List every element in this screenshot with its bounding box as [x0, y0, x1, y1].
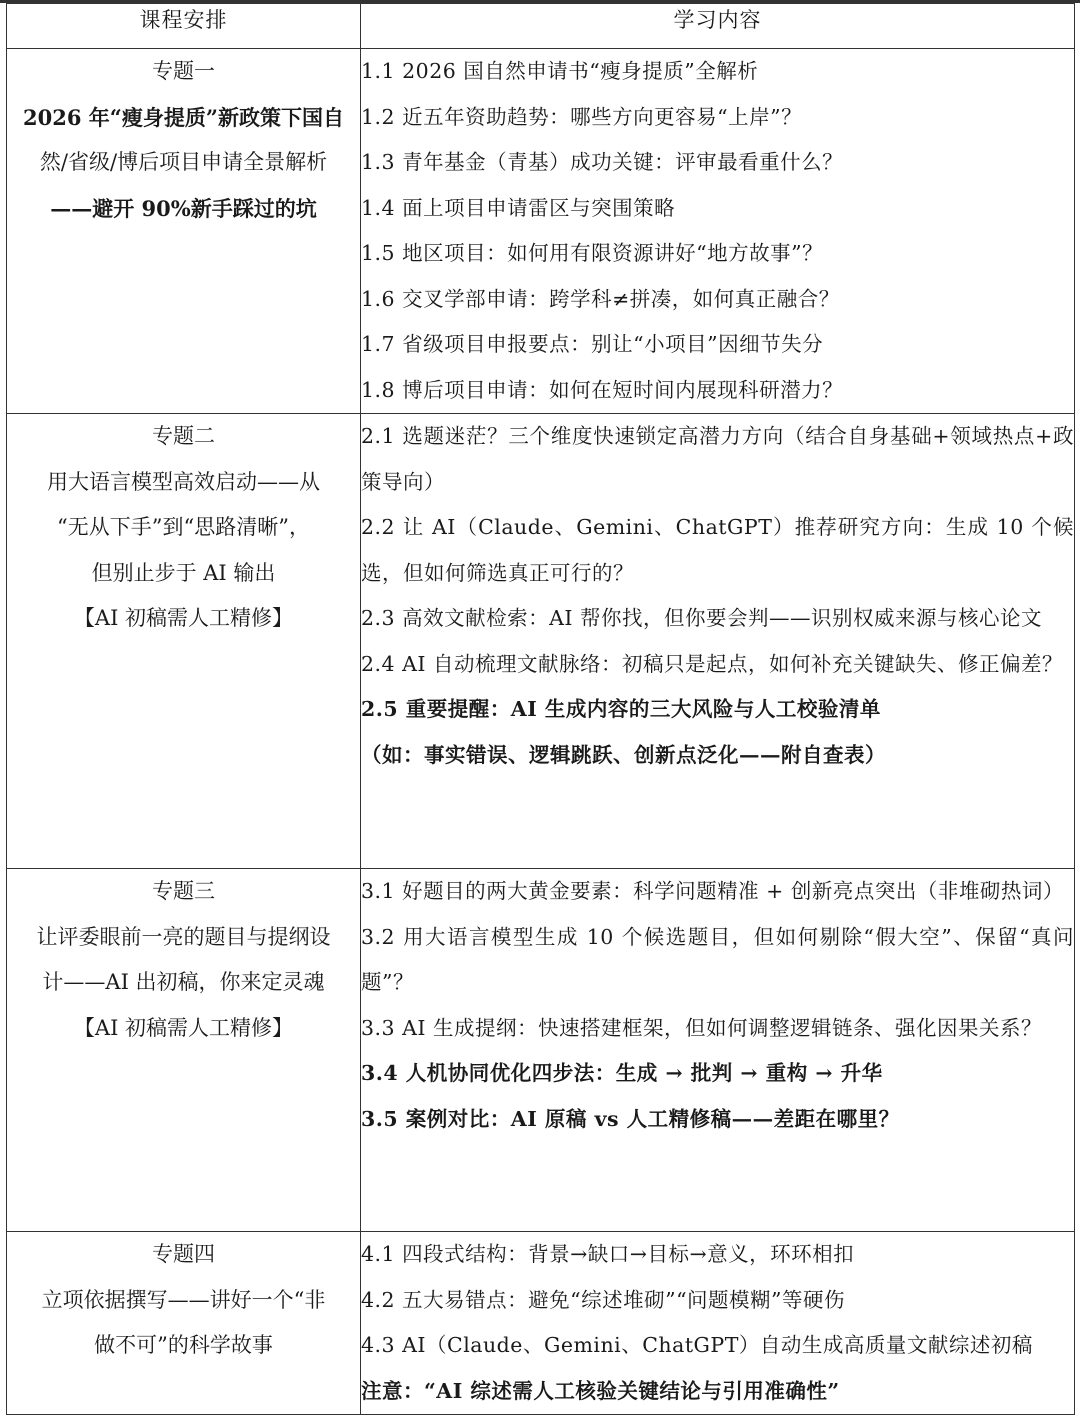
topic-title-line: 然/省级/博后项目申请全景解析 — [39, 150, 328, 174]
table-row — [7, 49, 1075, 414]
table-header-row — [7, 4, 1075, 49]
content-item-highlight: 2.5 重要提醒：AI 生成内容的三大风险与人工校验清单 — [361, 697, 881, 721]
content-cell — [361, 414, 1075, 869]
content-cell — [361, 1232, 1075, 1415]
content-cell — [361, 869, 1075, 1232]
topic-title-line: ——避开 90%新手踩过的坑 — [50, 195, 317, 221]
topic-title-line: 立项依据撰写——讲好一个“非 — [41, 1287, 326, 1312]
topic-cell — [7, 414, 361, 869]
table-row — [7, 869, 1075, 1232]
topic-title-line: 让评委眼前一亮的题目与提纲设 — [36, 924, 331, 949]
topic-title-line: 做不可”的科学故事 — [94, 1333, 273, 1357]
content-item: 3.3 AI 生成提纲：快速搭建框架，但如何调整逻辑链条、强化因果关系？ — [361, 1015, 1043, 1040]
topic-number: 专题一 — [152, 59, 215, 83]
content-cell — [361, 49, 1075, 414]
content-item: 1.1 2026 国自然申请书“瘦身提质”全解析 — [361, 59, 759, 83]
topic-title-line: 计——AI 出初稿，你来定灵魂 — [42, 970, 325, 994]
content-item: 4.2 五大易错点：避免“综述堆砌”“问题模糊”等硬伤 — [361, 1287, 846, 1312]
content-item-highlight: 注意：“AI 综述需人工核验关键结论与引用准确性” — [361, 1378, 840, 1403]
topic-cell — [7, 1232, 361, 1415]
header-learning-content: 学习内容 — [361, 4, 1075, 49]
content-item: 1.6 交叉学部申请：跨学科≠拼凑，如何真正融合？ — [361, 286, 840, 311]
content-item: 4.3 AI（Claude、Gemini、ChatGPT）自动生成高质量文献综述初稿 — [361, 1333, 1033, 1357]
content-item: 2.1 选题迷茫？三个维度快速锁定高潜力方向（结合自身基础+领域热点+政策导向） — [361, 424, 1074, 494]
topic-number: 专题二 — [152, 424, 215, 448]
topic-title-line: 用大语言模型高效启动——从 — [47, 469, 320, 494]
topic-cell — [7, 49, 361, 414]
content-item: 2.4 AI 自动梳理文献脉络：初稿只是起点，如何补充关键缺失、修正偏差？ — [361, 651, 1064, 676]
content-item: 1.3 青年基金（青基）成功关键：评审最看重什么？ — [361, 150, 844, 174]
topic-number: 专题四 — [152, 1242, 215, 1266]
content-item: 2.3 高效文献检索：AI 帮你找，但你要会判——识别权威来源与核心论文 — [361, 606, 1043, 630]
course-schedule-table — [6, 3, 1075, 1415]
content-item-highlight: 3.4 人机协同优化四步法：生成 → 批判 → 重构 → 升华 — [361, 1061, 883, 1085]
topic-title-line: “无从下手”到“思路清晰”， — [57, 515, 310, 539]
content-item: 3.1 好题目的两大黄金要素：科学问题精准 + 创新亮点突出（非堆砌热词） — [361, 879, 1064, 903]
topic-number: 专题三 — [152, 879, 215, 903]
topic-note: 【AI 初稿需人工精修】 — [73, 606, 294, 630]
table-row — [7, 414, 1075, 869]
topic-title-line: 2026 年“瘦身提质”新政策下国自 — [23, 104, 344, 130]
content-item: 1.2 近五年资助趋势：哪些方向更容易“上岸”？ — [361, 104, 803, 129]
header-course-arrangement: 课程安排 — [7, 4, 361, 49]
content-item: 3.2 用大语言模型生成 10 个候选题目，但如何剔除“假大空”、保留“真问题”？ — [361, 924, 1074, 994]
content-item: 1.8 博后项目申请：如何在短时间内展现科研潜力？ — [361, 377, 844, 402]
content-item: 1.5 地区项目：如何用有限资源讲好“地方故事”？ — [361, 241, 824, 265]
content-item-highlight: 3.5 案例对比：AI 原稿 vs 人工精修稿——差距在哪里？ — [361, 1106, 900, 1131]
content-item: 2.2 让 AI（Claude、Gemini、ChatGPT）推荐研究方向：生成 10 个候选，但如何筛选真正可行的？ — [361, 515, 1074, 585]
content-item-highlight: （如：事实错误、逻辑跳跃、创新点泛化——附自查表） — [361, 742, 886, 767]
content-item: 1.4 面上项目申请雷区与突围策略 — [361, 195, 676, 220]
content-item: 4.1 四段式结构：背景→缺口→目标→意义，环环相扣 — [361, 1242, 855, 1266]
topic-note: 【AI 初稿需人工精修】 — [73, 1015, 294, 1040]
topic-cell — [7, 869, 361, 1232]
content-item: 1.7 省级项目申报要点：别让“小项目”因细节失分 — [361, 332, 824, 356]
table-row — [7, 1232, 1075, 1415]
topic-title-line: 但别止步于 AI 输出 — [91, 560, 276, 585]
